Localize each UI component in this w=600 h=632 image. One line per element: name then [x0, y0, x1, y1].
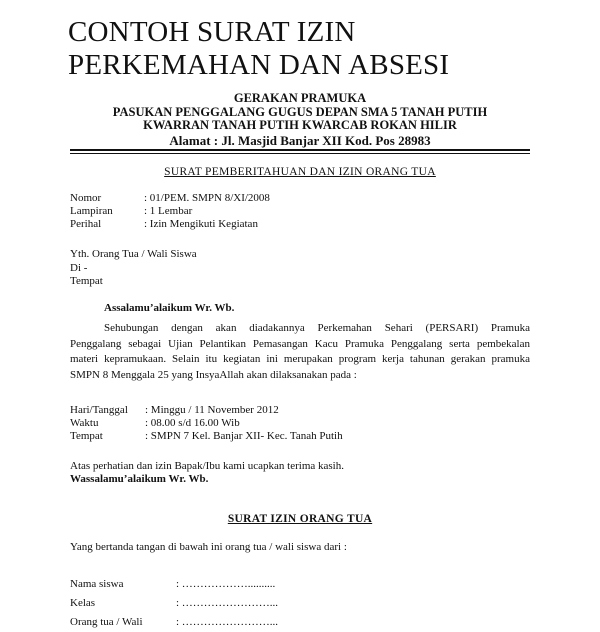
- letter-meta: [70, 192, 270, 231]
- form-field-blank: : ……………………...: [176, 616, 279, 628]
- body-line: Sehubungan dengan akan diadakannya Perkemahan Sehari (PERSARI) Pramuka: [104, 322, 530, 334]
- recipient-line: Di -: [70, 261, 88, 274]
- closing-thanks: Atas perhatian dan izin Bapak/Ibu kami ucapkan terima kasih.: [70, 460, 344, 472]
- form-field-row: [70, 575, 278, 594]
- schedule-block: [70, 404, 343, 443]
- schedule-value: : Minggu / 11 November 2012: [145, 404, 279, 416]
- body-line: SMPN 8 Menggala 25 yang InsyaAllah akan dilaksanakan pada :: [70, 368, 357, 381]
- greeting: Assalamu’alaikum Wr. Wb.: [104, 302, 235, 314]
- meta-row: [70, 205, 270, 218]
- form-field-row: [70, 594, 278, 613]
- recipient-block: [70, 248, 197, 289]
- letter-subject: SURAT PEMBERITAHUAN DAN IZIN ORANG TUA: [164, 166, 436, 178]
- meta-label: Perihal: [70, 218, 102, 230]
- letterhead-rule-thick: [70, 149, 530, 151]
- form-field-label: Nama siswa: [70, 578, 124, 590]
- closing-salam: Wassalamu’alaikum Wr. Wb.: [70, 473, 209, 485]
- letterhead: [0, 92, 600, 147]
- form-field-row: [70, 613, 278, 632]
- letterhead-region: KWARRAN TANAH PUTIH KWARCAB ROKAN HILIR: [143, 118, 457, 132]
- meta-value: : 1 Lembar: [144, 205, 193, 217]
- form-field-label: Orang tua / Wali: [70, 616, 143, 628]
- document-title: [68, 16, 449, 82]
- schedule-row: [70, 404, 343, 417]
- schedule-value: : SMPN 7 Kel. Banjar XII- Kec. Tanah Putih: [145, 430, 343, 442]
- parent-permission-intro: Yang bertanda tangan di bawah ini orang tua / wali siswa dari :: [70, 541, 347, 553]
- schedule-label: Tempat: [70, 430, 103, 442]
- meta-label: Nomor: [70, 192, 102, 204]
- schedule-label: Hari/Tanggal: [70, 404, 128, 416]
- parent-permission-fields: [70, 575, 278, 632]
- body-line: Penggalang sebagai Ujian Pelantikan Pemasangan Kacu Pramuka Penggalang serta pembekalan: [70, 337, 530, 350]
- meta-value: : Izin Mengikuti Kegiatan: [144, 218, 258, 230]
- meta-row: [70, 192, 270, 205]
- schedule-label: Waktu: [70, 417, 99, 429]
- meta-row: [70, 218, 270, 231]
- letterhead-unit: PASUKAN PENGGALANG GUGUS DEPAN SMA 5 TANAH PUTIH: [112, 104, 488, 119]
- body-paragraph: [70, 321, 530, 383]
- recipient-line: Yth. Orang Tua / Wali Siswa: [70, 248, 197, 260]
- meta-label: Lampiran: [70, 205, 113, 217]
- title-line-1: CONTOH SURAT IZIN: [68, 16, 356, 48]
- closing-block: [70, 460, 344, 486]
- letterhead-address: Alamat : Jl. Masjid Banjar XII Kod. Pos 28983: [169, 132, 431, 148]
- body-line: materi kepramukaan. Selain itu kegiatan ini merupakan program kerja tahunan gerakan pramuka: [70, 353, 530, 365]
- meta-value: : 01/PEM. SMPN 8/XI/2008: [144, 192, 270, 204]
- schedule-row: [70, 430, 343, 443]
- letterhead-rule-thin: [70, 153, 530, 154]
- schedule-row: [70, 417, 343, 430]
- recipient-line: Tempat: [70, 275, 103, 287]
- parent-permission-title: SURAT IZIN ORANG TUA: [227, 513, 373, 525]
- form-field-blank: : ………………..........: [176, 578, 276, 590]
- form-field-label: Kelas: [70, 597, 96, 609]
- title-line-2: PERKEMAHAN DAN ABSESI: [68, 49, 450, 81]
- form-field-blank: : ……………………...: [176, 597, 279, 609]
- schedule-value: : 08.00 s/d 16.00 Wib: [145, 417, 240, 429]
- letterhead-org: GERAKAN PRAMUKA: [233, 91, 367, 105]
